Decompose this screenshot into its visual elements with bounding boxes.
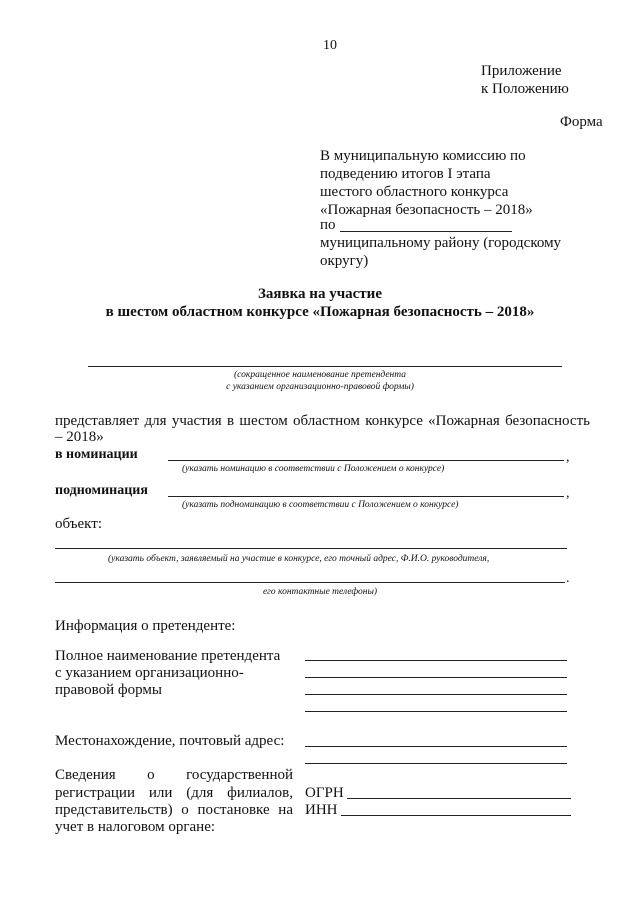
full-name-line-1: Полное наименование претендента [55, 648, 281, 664]
subnomination-hint: (указать подноминацию в соответствии с Положением о конкурсе) [182, 500, 459, 510]
applicant-hint-line-1: (сокращенное наименование претендента [233, 370, 406, 380]
nomination-field-line[interactable] [168, 460, 564, 461]
nomination-comma: , [566, 450, 570, 465]
subnomination-comma: , [566, 486, 570, 501]
full-name-field-line-3[interactable] [305, 694, 567, 695]
addressee-line-7: округу) [320, 253, 369, 269]
intro-text-line-2: – 2018» [55, 429, 104, 445]
registration-line-1: Сведения о государственной [55, 767, 293, 783]
addressee-line-6: муниципальному району (городскому [320, 235, 562, 251]
full-name-field-line-2[interactable] [305, 677, 567, 678]
addressee-line-2: подведению итогов I этапа [320, 166, 491, 182]
district-blank-line[interactable] [340, 231, 512, 232]
inn-label: ИНН [305, 802, 338, 818]
registration-line-4: учет в налоговом органе: [55, 819, 216, 835]
object-period: . [566, 571, 570, 586]
addressee-line-5-prefix: по [320, 217, 336, 233]
location-field-line-1[interactable] [305, 746, 567, 747]
nomination-hint: (указать номинацию в соответствии с Положением о конкурсе) [182, 464, 445, 474]
appendix-line-2: к Положению [481, 81, 569, 97]
document-title-line-2: в шестом областном конкурсе «Пожарная безопасность – 2018» [105, 304, 535, 320]
page-number: 10 [323, 38, 337, 53]
applicant-name-line[interactable] [88, 366, 562, 367]
subnomination-field-line[interactable] [168, 496, 564, 497]
object-field-line-2[interactable] [55, 582, 565, 583]
nomination-label: в номинации [55, 447, 138, 462]
object-hint-line-2: его контактные телефоны) [262, 587, 378, 597]
inn-field-line[interactable] [341, 815, 571, 816]
addressee-line-1: В муниципальную комиссию по [320, 148, 526, 164]
full-name-line-3: правовой формы [55, 682, 162, 698]
location-label: Местонахождение, почтовый адрес: [55, 733, 285, 749]
object-field-line-1[interactable] [55, 548, 567, 549]
ogrn-label: ОГРН [305, 785, 344, 801]
addressee-line-3: шестого областного конкурса [320, 184, 509, 200]
object-label: объект: [55, 516, 102, 532]
form-label: Форма [560, 114, 603, 130]
applicant-hint-line-2: с указанием организационно-правовой формы) [226, 382, 414, 392]
registration-line-3: представительств) о постановке на [55, 802, 293, 818]
info-heading: Информация о претенденте: [55, 618, 236, 634]
addressee-line-4: «Пожарная безопасность – 2018» [320, 202, 533, 218]
intro-text-line-1: представляет для участия в шестом областном конкурсе «Пожарная безопасность [55, 413, 590, 429]
object-hint-line-1: (указать объект, заявляемый на участие в конкурсе, его точный адрес, Ф.И.О. руководителя, [108, 554, 490, 564]
full-name-field-line-4[interactable] [305, 711, 567, 712]
registration-line-2: регистрации или (для филиалов, [55, 785, 293, 801]
appendix-line-1: Приложение [481, 63, 562, 79]
document-title-line-1: Заявка на участие [258, 286, 382, 302]
full-name-line-2: с указанием организационно- [55, 665, 244, 681]
subnomination-label: подноминация [55, 483, 148, 498]
ogrn-field-line[interactable] [347, 798, 571, 799]
full-name-field-line-1[interactable] [305, 660, 567, 661]
location-field-line-2[interactable] [305, 763, 567, 764]
